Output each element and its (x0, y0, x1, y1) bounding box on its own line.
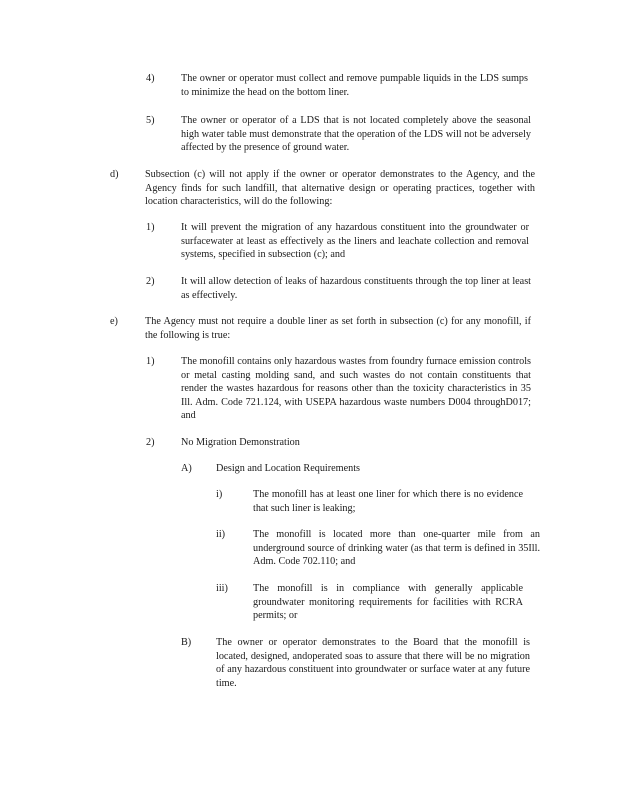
subsection-label: B) (181, 637, 192, 648)
subsection-text: It will prevent the migration of any hazardous constituent into the groundwater or surfacewater at least as effectively as the liners and leachate collection and removal systems, specified in subsection (c); and (181, 222, 529, 260)
subsection-text: The owner or operator demonstrates to the Board that the monofill is located, designed, andoperated soas to assure that there will be no migration of any hazardous constituent into groundwater or surface water at any future time. (216, 637, 530, 689)
subsection-text: The monofill is in compliance with generally applicable groundwater monitoring requirements for facilities with RCRA permits; or (253, 583, 523, 621)
subsection-label: 2) (146, 276, 155, 287)
subsection-heading: Design and Location Requirements (216, 463, 361, 474)
subsection-heading: No Migration Demonstration (181, 437, 300, 448)
subsection-label: e) (110, 316, 118, 327)
subsection-label: d) (110, 169, 119, 180)
subsection-text: The monofill has at least one liner for which there is no evidence that such liner is leaking; (253, 489, 523, 514)
subsection-text: The monofill contains only hazardous wastes from foundry furnace emission controls or metal casting molding sand, and such wastes do not contain constituents that render the wastes hazardous for reasons other than the toxicity characteristics in 35 Ill. Adm. Code 721.124, with USEPA hazardous waste numbers D004 throughD017; and (181, 356, 531, 421)
subsection-label: 1) (146, 356, 155, 367)
subsection-text: It will allow detection of leaks of hazardous constituents through the top liner at least as effectively. (181, 276, 531, 301)
subsection-label: i) (216, 489, 223, 500)
subsection-label: 4) (146, 73, 155, 84)
subsection-text: The owner or operator of a LDS that is not located completely above the seasonal high water table must demonstrate that the operation of the LDS will not be adversely affected by the presence of ground water. (181, 115, 531, 153)
subsection-label: 2) (146, 437, 155, 448)
subsection-label: 5) (146, 115, 155, 126)
subsection-text: The Agency must not require a double liner as set forth in subsection (c) for any monofill, if the following is true: (145, 316, 531, 341)
subsection-label: ii) (216, 529, 226, 540)
subsection-text: The monofill is located more than one-quarter mile from an underground source of drinking water (as that term is defined in 35Ill. Adm. Code 702.110; and (253, 529, 540, 567)
subsection-label: A) (181, 463, 192, 474)
subsection-label: 1) (146, 222, 155, 233)
subsection-label: iii) (216, 583, 228, 594)
subsection-text: Subsection (c) will not apply if the owner or operator demonstrates to the Agency, and the Agency finds for such landfill, that alternative design or operating practices, together with location characteristics, will do the following: (145, 169, 535, 207)
subsection-text: The owner or operator must collect and remove pumpable liquids in the LDS sumps to minimize the head on the bottom liner. (181, 73, 528, 98)
